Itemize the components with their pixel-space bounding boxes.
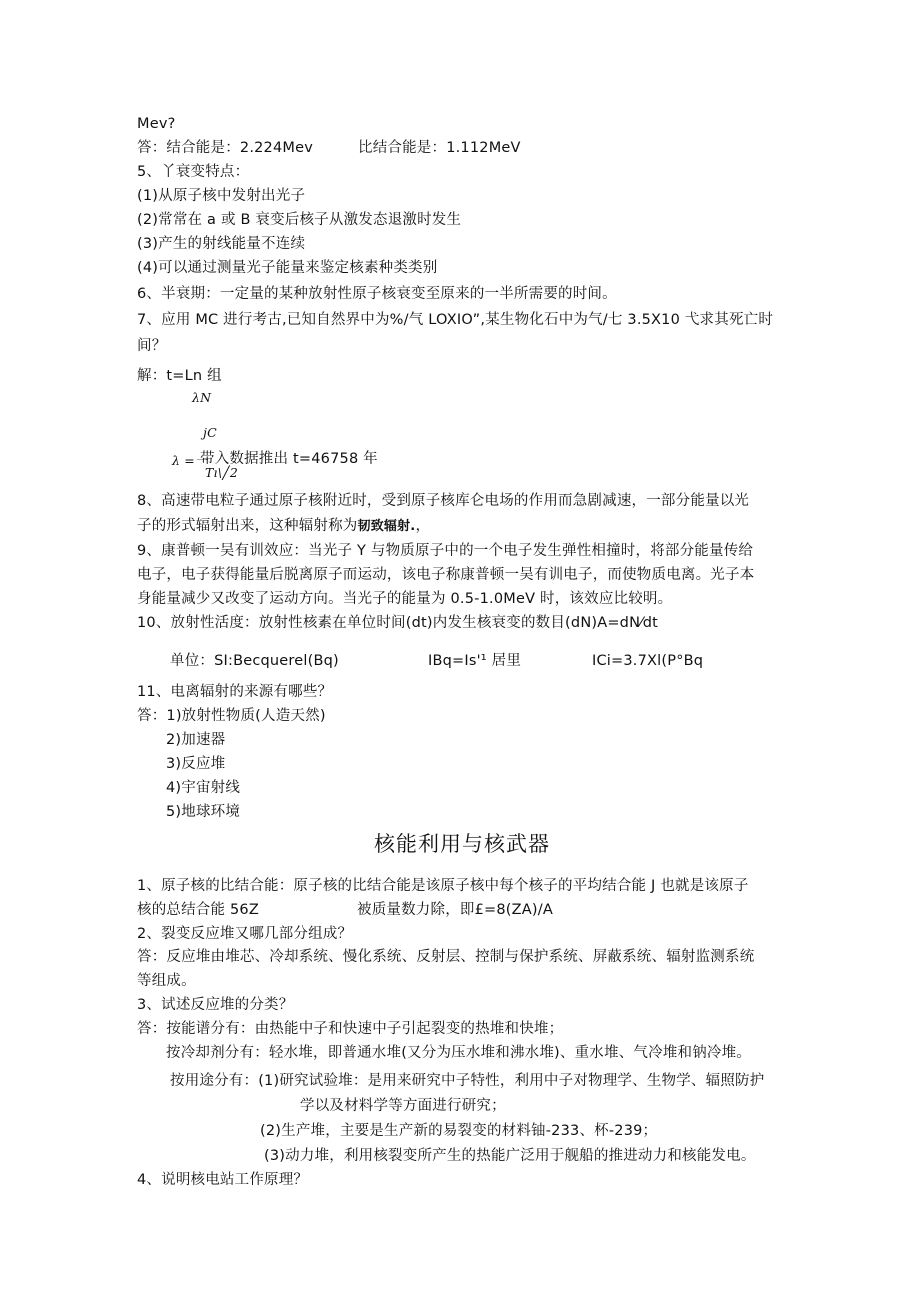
text-line: 电子，电子获得能量后脱离原子而运动，该电子称康普顿一吴有训电子，而使物质电离。光子本: [137, 567, 755, 583]
text-line: 2)加速器: [166, 732, 226, 748]
text-line: 身能量减少又改变了运动方向。当光子的能量为 0.5-1.0MeV 时，该效应比较明。: [137, 591, 673, 607]
text-segment: ，: [415, 518, 431, 534]
text-line: (4)可以通过测量光子能量来鉴定核素种类类别: [137, 260, 438, 276]
text-line: 8、高速带电粒子通过原子核附近时，受到原子核库仑电场的作用而急剧减速，一部分能量以光: [137, 493, 750, 509]
text-line: (1)从原子核中发射出光子: [137, 188, 306, 204]
text-line: 1、原子核的比结合能：原子核的比结合能是该原子核中每个核子的平均结合能 J 也就是该原子: [137, 878, 749, 894]
text-line: ICi=3.7Xl(P°Bq: [592, 653, 704, 669]
text-segment: 子的形式辐射出来，这种辐射称为: [137, 518, 358, 534]
text-line: 6、半衰期：一定量的某种放射性原子核衰变至原来的一半所需要的时间。: [137, 286, 617, 302]
text-line: (3)产生的射线能量不连续: [137, 236, 306, 252]
text-line: Mev?: [137, 116, 176, 132]
text-line: (2)常常在 a 或 B 衰变后核子从激发态退激时发生: [137, 212, 462, 228]
text-line: (2)生产堆，主要是生产新的易裂变的材料铀-233、杯-239；: [260, 1123, 658, 1139]
text-line: 答：结合能是：2.224Mev: [137, 140, 314, 156]
text-line: 答：按能谱分有：由热能中子和快速中子引起裂变的热堆和快堆；: [137, 1021, 564, 1037]
text-line: 间？: [137, 338, 167, 354]
text-line: IBq=Is'¹ 居里: [428, 653, 522, 669]
text-line: 学以及材料学等方面进行研究；: [300, 1098, 506, 1114]
text-line: 3、试述反应堆的分类？: [137, 997, 294, 1013]
text-line: 等组成。: [137, 973, 196, 989]
formula-fragment: jC: [203, 425, 217, 440]
text-line: 4、说明核电站工作原理？: [137, 1172, 309, 1188]
text-line: 2、裂变反应堆又哪几部分组成？: [137, 926, 353, 942]
text-line: (3)动力堆，利用核裂变所产生的热能广泛用于舰船的推进动力和核能发电。: [264, 1148, 756, 1164]
text-line: 带入数据推出 t=46758 年: [200, 451, 378, 467]
text-line: 按冷却剂分有：轻水堆，即普通水堆(又分为压水堆和沸水堆)、重水堆、气冷堆和钠冷堆。: [166, 1045, 752, 1061]
text-line: 7、应用 MC 进行考古,已知自然界中为%/气 LOXIO”,某生物化石中为气/七 3.5X10 弋求其死亡时: [137, 312, 774, 328]
formula-fragment: Tı\╱2: [205, 465, 239, 480]
formula-fragment: λN: [192, 390, 212, 405]
text-line: 5、丫衰变特点：: [137, 164, 250, 180]
text-line: 解：t=Ln 组: [137, 368, 222, 384]
text-line: 核的总结合能 56Z: [137, 902, 259, 918]
text-line: 10、放射性活度：放射性核素在单位时间(dt)内发生核衰变的数目(dN)A=dN⁄dt: [137, 615, 659, 631]
text-line: 被质量数力除，即£=8(ZA)/A: [357, 902, 553, 918]
text-line: 4)宇宙射线: [166, 780, 241, 796]
text-line: 5)地球环境: [166, 804, 241, 820]
text-line: 3)反应堆: [166, 756, 226, 772]
text-line: 比结合能是：1.112MeV: [358, 140, 521, 156]
text-line: [137, 516, 430, 537]
text-line: 单位：SI:Becquerel(Bq): [170, 653, 339, 669]
text-line: 答：反应堆由堆芯、冷却系统、慢化系统、反射层、控制与保护系统、屏蔽系统、辐射监测系统: [137, 949, 755, 965]
text-line: 11、电离辐射的来源有哪些？: [137, 684, 333, 700]
section-title: 核能利用与核武器: [374, 832, 550, 856]
emphasis-term: 韧致辐射.: [357, 519, 416, 534]
text-line: 答：1)放射性物质(人造天然): [137, 708, 326, 724]
formula-fragment: λ =一: [172, 453, 208, 468]
text-line: 按用途分有：(1)研究试验堆：是用来研究中子特性，利用中子对物理学、生物学、辐照防护: [170, 1073, 765, 1089]
text-line: 9、康普顿一吴有训效应：当光子 Y 与物质原子中的一个电子发生弹性相撞时，将部分能量传给: [137, 543, 754, 559]
